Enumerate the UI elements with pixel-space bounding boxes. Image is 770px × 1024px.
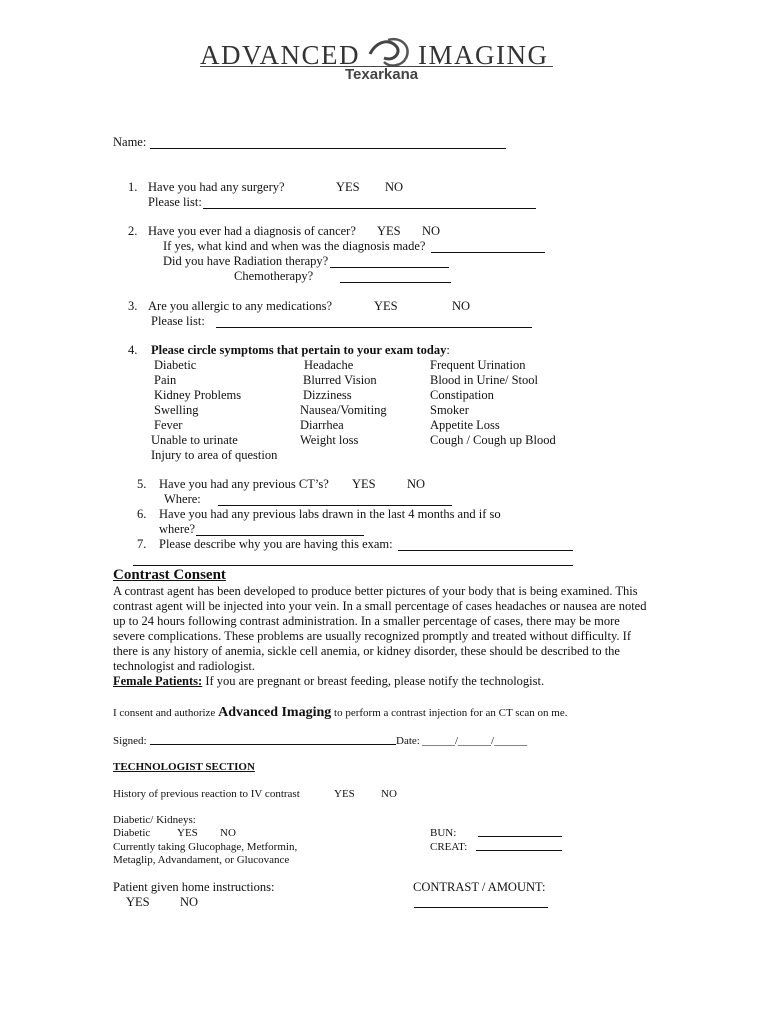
- q7-number: 7.: [137, 537, 147, 551]
- symptom-diabetic[interactable]: Diabetic: [154, 358, 197, 372]
- q1-list-label: Please list:: [148, 195, 202, 209]
- home-instructions-label: Patient given home instructions:: [113, 880, 275, 894]
- symptom-appetite-loss[interactable]: Appetite Loss: [430, 418, 500, 432]
- logo-swirl-icon: [366, 36, 414, 70]
- date-label: Date:: [396, 735, 420, 747]
- tech-history-label: History of previous reaction to IV contrast: [113, 788, 300, 800]
- q2-chemo-field[interactable]: [340, 271, 451, 283]
- q6-text: Have you had any previous labs drawn in the last 4 months and if so: [159, 507, 501, 521]
- name-field[interactable]: [150, 137, 506, 149]
- tech-bun-label: BUN:: [430, 827, 457, 839]
- logo-subtitle: Texarkana: [345, 66, 419, 83]
- q5-yes[interactable]: YES: [352, 477, 376, 491]
- q3-list-field[interactable]: [216, 316, 532, 328]
- q2-yes[interactable]: YES: [377, 224, 401, 238]
- symptom-blurred-vision[interactable]: Blurred Vision: [303, 373, 377, 387]
- q6-number: 6.: [137, 507, 147, 521]
- contrast-amount-field[interactable]: [414, 896, 548, 908]
- q2-diagnosis-field[interactable]: [431, 241, 545, 253]
- contrast-consent-body: A contrast agent has been developed to produce better pictures of your body that is being examined. This contrast agent will be injected into your vein. In a small percentage of cases headaches or nausea are noted up to 24 hours following contrast administration. In a smaller percentage of cases, there may be more severe complications. These problems are usually recognized promptly and treated without difficulty. If there is any history of anemia, sickle cell anemia, or kidney disorder, these should be described to the technologist and radiologist.: [113, 584, 647, 673]
- signature-field[interactable]: [150, 734, 396, 745]
- tech-diabetic-yes[interactable]: YES: [177, 827, 198, 839]
- consent-brand: Advanced Imaging: [218, 705, 332, 720]
- symptom-kidney-problems[interactable]: Kidney Problems: [154, 388, 242, 402]
- q2-no[interactable]: NO: [422, 224, 441, 238]
- q3-text: Are you allergic to any medications?: [148, 299, 333, 313]
- tech-medications-line1: Currently taking Glucophage, Metformin,: [113, 841, 298, 853]
- consent-statement: I consent and authorize Advanced Imaging to perform a contrast injection for an CT scan on me.: [113, 705, 568, 720]
- tech-bun-field[interactable]: [478, 826, 562, 837]
- symptom-dizziness[interactable]: Dizziness: [303, 388, 352, 402]
- tech-creat-field[interactable]: [476, 840, 562, 851]
- symptom-weight-loss[interactable]: Weight loss: [300, 433, 359, 447]
- q1-list-field[interactable]: [203, 197, 536, 209]
- q1-number: 1.: [128, 180, 138, 194]
- technologist-section-title: TECHNOLOGIST SECTION: [113, 761, 255, 773]
- q6-where-field[interactable]: [196, 524, 364, 536]
- q3-yes[interactable]: YES: [374, 299, 398, 313]
- q1-no[interactable]: NO: [385, 180, 404, 194]
- q7-text: Please describe why you are having this exam:: [159, 537, 393, 551]
- q2-line1: If yes, what kind and when was the diagnosis made?: [163, 239, 426, 253]
- symptom-unable-to-urinate[interactable]: Unable to urinate: [151, 433, 238, 447]
- q3-no[interactable]: NO: [452, 299, 471, 313]
- contrast-amount-label: CONTRAST / AMOUNT:: [413, 880, 546, 894]
- q2-number: 2.: [128, 224, 138, 238]
- q1-text: Have you had any surgery?: [148, 180, 285, 194]
- home-instructions-no[interactable]: NO: [180, 895, 199, 909]
- symptom-smoker[interactable]: Smoker: [430, 403, 469, 417]
- q5-where-field[interactable]: [218, 494, 452, 506]
- symptom-frequent-urination[interactable]: Frequent Urination: [430, 358, 526, 372]
- home-instructions-yes[interactable]: YES: [126, 895, 150, 909]
- q7-reason-field-2[interactable]: [133, 554, 573, 566]
- tech-history-yes[interactable]: YES: [334, 788, 355, 800]
- symptom-headache[interactable]: Headache: [304, 358, 354, 372]
- date-field[interactable]: ______/______/______: [422, 735, 528, 747]
- q3-list-label: Please list:: [151, 314, 205, 328]
- logo-left-text: ADVANCED: [200, 40, 361, 70]
- q2-line2: Did you have Radiation therapy?: [163, 254, 329, 268]
- female-patients-text: If you are pregnant or breast feeding, please notify the technologist.: [202, 674, 545, 688]
- q5-number: 5.: [137, 477, 147, 491]
- q2-radiation-field[interactable]: [330, 256, 449, 268]
- symptom-swelling[interactable]: Swelling: [154, 403, 199, 417]
- symptom-blood[interactable]: Blood in Urine/ Stool: [430, 373, 538, 387]
- q2-line3: Chemotherapy?: [234, 269, 314, 283]
- tech-diabetic-label: Diabetic: [113, 827, 151, 839]
- q5-where-label: Where:: [164, 492, 201, 506]
- symptom-pain[interactable]: Pain: [154, 373, 177, 387]
- symptom-nausea[interactable]: Nausea/Vomiting: [300, 403, 387, 417]
- q1-yes[interactable]: YES: [336, 180, 360, 194]
- tech-creat-label: CREAT:: [430, 841, 468, 853]
- logo-right-text: IMAGING: [418, 40, 549, 70]
- q4-text: Please circle symptoms that pertain to your exam today:: [151, 343, 450, 357]
- female-patients-note: [113, 674, 544, 689]
- q5-text: Have you had any previous CT’s?: [159, 477, 329, 491]
- q2-text: Have you ever had a diagnosis of cancer?: [148, 224, 356, 238]
- q5-no[interactable]: NO: [407, 477, 426, 491]
- q3-number: 3.: [128, 299, 138, 313]
- name-label: Name:: [113, 135, 147, 149]
- symptom-constipation[interactable]: Constipation: [430, 388, 494, 402]
- q4-number: 4.: [128, 343, 138, 357]
- tech-diabetic-kidneys: Diabetic/ Kidneys:: [113, 814, 196, 826]
- q6-where-label: where?: [159, 522, 196, 536]
- symptom-fever[interactable]: Fever: [154, 418, 183, 432]
- tech-diabetic-no[interactable]: NO: [220, 827, 236, 839]
- tech-medications-line2: Metaglip, Advandament, or Glucovance: [113, 854, 290, 866]
- female-patients-label: Female Patients:: [113, 674, 203, 688]
- symptom-injury[interactable]: Injury to area of question: [151, 448, 278, 462]
- q7-reason-field[interactable]: [398, 539, 573, 551]
- tech-history-no[interactable]: NO: [381, 788, 397, 800]
- signed-label: Signed:: [113, 735, 147, 747]
- symptom-cough[interactable]: Cough / Cough up Blood: [430, 433, 556, 447]
- symptom-diarrhea[interactable]: Diarrhea: [300, 418, 344, 432]
- contrast-consent-title: Contrast Consent: [113, 567, 226, 583]
